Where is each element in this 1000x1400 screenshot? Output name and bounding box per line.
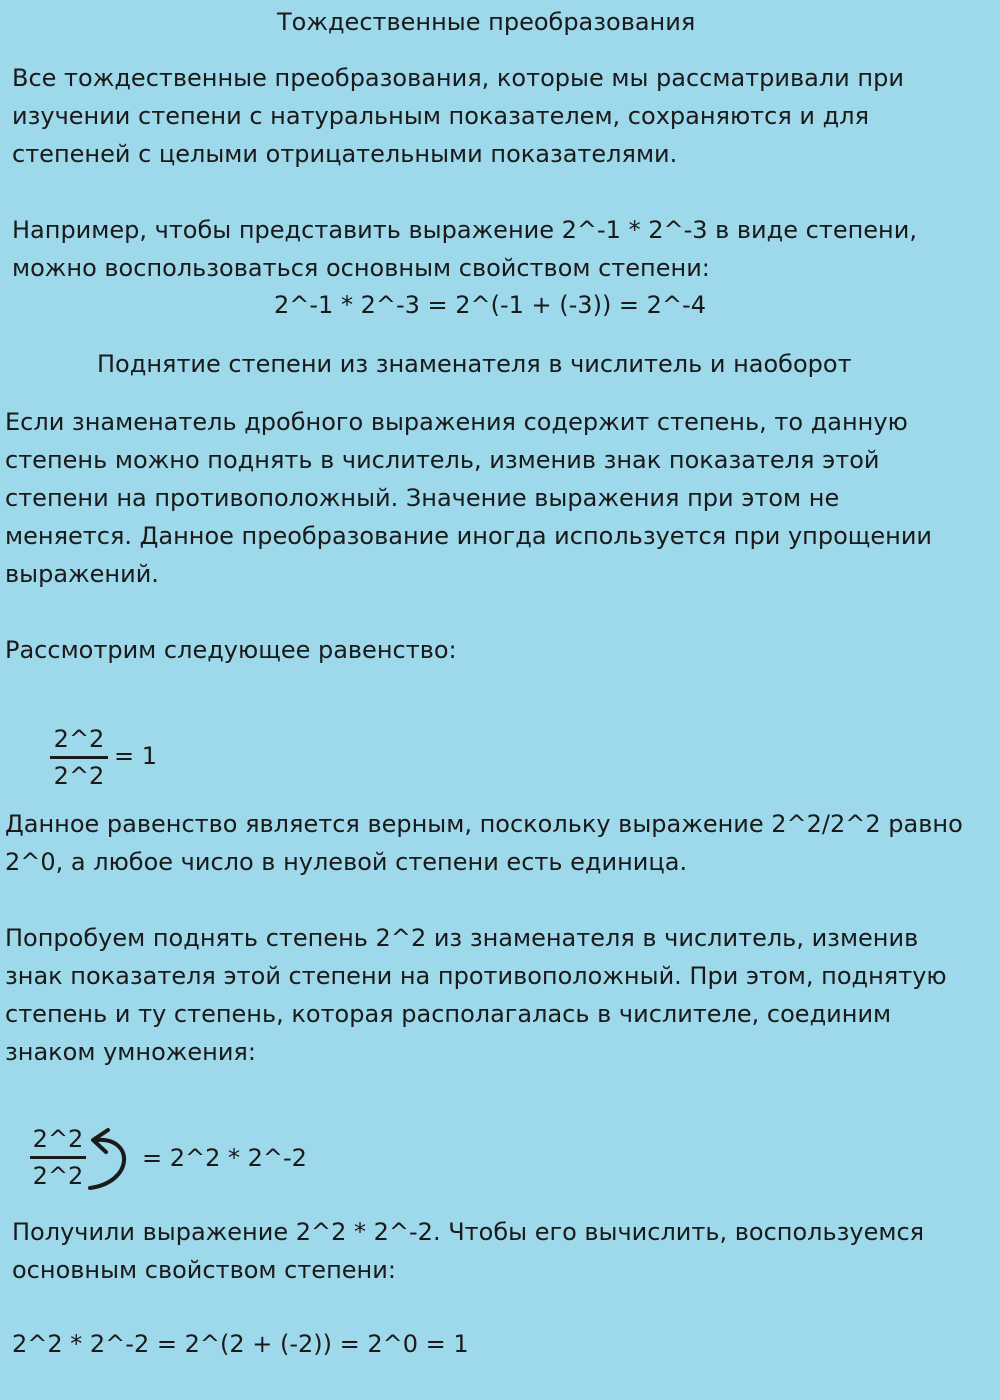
example-formula: 2^-1 * 2^-3 = 2^(-1 + (-3)) = 2^-4 — [274, 291, 706, 319]
attempt-line: степень и ту степень, которая располагалась в числителе, соединим — [5, 1000, 892, 1028]
rule-line: степени на противоположный. Значение выражения при этом не — [5, 484, 840, 512]
explanation-line: 2^0, а любое число в нулевой степени есть единица. — [5, 848, 688, 876]
fraction-1 — [50, 722, 108, 793]
fraction-2 — [30, 1122, 86, 1193]
attempt-line: Попробуем поднять степень 2^2 из знаменателя в числитель, изменив — [5, 924, 919, 952]
rule-line: Если знаменатель дробного выражения содержит степень, то данную — [5, 408, 908, 436]
final-formula: 2^2 * 2^-2 = 2^(2 + (-2)) = 2^0 = 1 — [12, 1330, 469, 1358]
fraction-2-denominator: 2^2 — [32, 1162, 84, 1190]
curved-arrow-icon — [84, 1126, 134, 1196]
rule-line: выражений. — [5, 560, 159, 588]
example-line: Например, чтобы представить выражение 2^-1 * 2^-3 в виде степени, — [12, 216, 917, 244]
fraction-1-rhs: = 1 — [114, 742, 158, 770]
fraction-2-numerator: 2^2 — [32, 1125, 84, 1153]
rule-line: меняется. Данное преобразование иногда используется при упрощении — [5, 522, 933, 550]
intro-line: изучении степени с натуральным показателем, сохраняются и для — [12, 102, 870, 130]
attempt-line: знак показателя этой степени на противоположный. При этом, поднятую — [5, 962, 947, 990]
intro-line: Все тождественные преобразования, которые мы рассматривали при — [12, 64, 904, 92]
rule-line: степень можно поднять в числитель, изменив знак показателя этой — [5, 446, 880, 474]
fraction-2-rhs: = 2^2 * 2^-2 — [142, 1144, 307, 1172]
page-title: Тождественные преобразования — [277, 8, 696, 36]
attempt-line: знаком умножения: — [5, 1038, 256, 1066]
result-line: основным свойством степени: — [12, 1256, 396, 1284]
example-line: можно воспользоваться основным свойством степени: — [12, 254, 710, 282]
section-subtitle: Поднятие степени из знаменателя в числитель и наоборот — [97, 350, 852, 378]
explanation-line: Данное равенство является верным, поскольку выражение 2^2/2^2 равно — [5, 810, 963, 838]
intro-line: степеней с целыми отрицательными показателями. — [12, 140, 678, 168]
consider-text: Рассмотрим следующее равенство: — [5, 636, 457, 664]
fraction-1-denominator: 2^2 — [53, 762, 105, 790]
fraction-1-numerator: 2^2 — [53, 725, 105, 753]
result-line: Получили выражение 2^2 * 2^-2. Чтобы его вычислить, воспользуемся — [12, 1218, 925, 1246]
